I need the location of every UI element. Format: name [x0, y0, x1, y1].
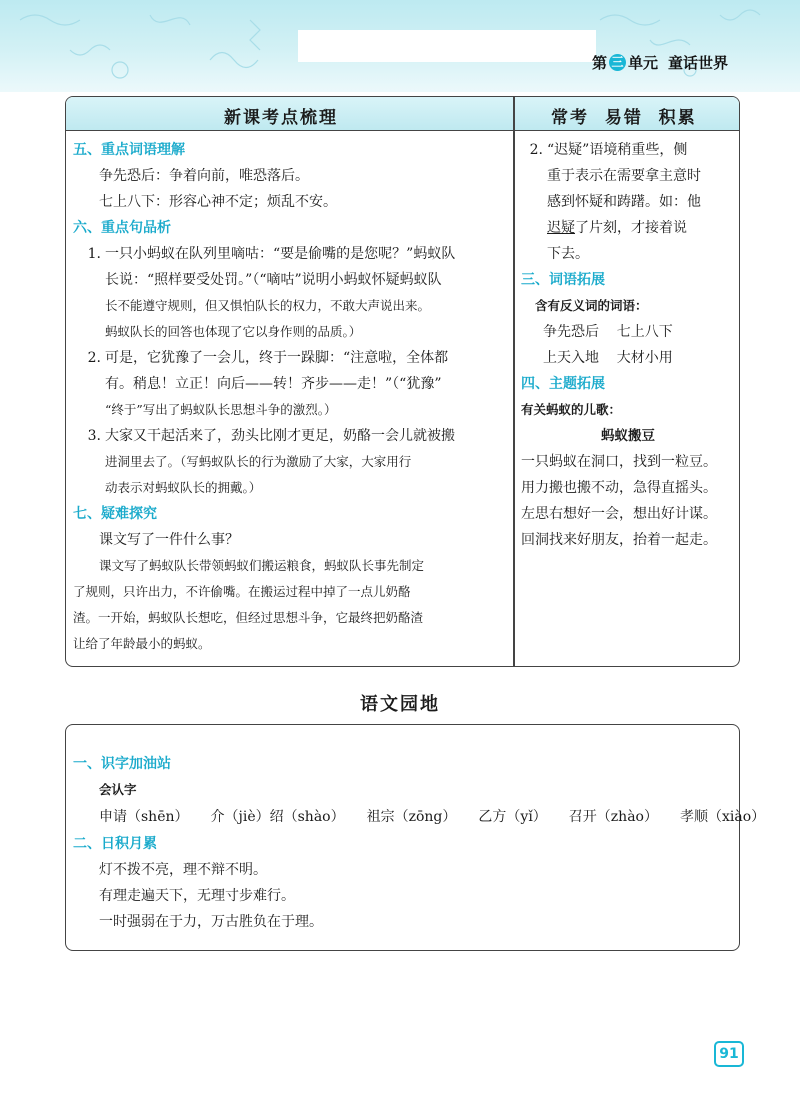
item-line	[547, 215, 735, 241]
answer-line: 了规则，只许出力，不许偷嘴。在搬运过程中掉了一点儿奶酪	[73, 584, 411, 599]
poem-line: 回洞找来好朋友，抬着一起走。	[521, 532, 717, 548]
banner-white-box	[298, 30, 596, 62]
saying-line: 有理走遍天下，无理寸步难行。	[99, 888, 295, 904]
saying-line: 灯不拨不亮，理不辩不明。	[99, 862, 267, 878]
section-heading-2: 二、日积月累	[73, 836, 157, 852]
item-line: 感到怀疑和踌躇。如：他	[547, 194, 701, 210]
section-title: 语文园地	[360, 694, 440, 715]
item-line: 长不能遵守规则，但又惧怕队长的权力，不敢大声说出来。	[105, 298, 431, 313]
unit-theme: 童话世界	[667, 54, 728, 72]
item-line: “终于”写出了蚂蚁队长思想斗争的激烈。）	[105, 402, 337, 417]
poem-line: 左思右想好一会，想出好计谋。	[521, 506, 717, 522]
right-column	[521, 137, 735, 553]
pinyin-item: 介（jiè）绍（shào）	[210, 809, 345, 825]
subheading: 会认字	[99, 782, 137, 797]
section-heading-4: 四、主题拓展	[521, 376, 605, 392]
header-banner	[0, 0, 800, 92]
item-line: “迟疑”语境稍重些，侧	[547, 142, 688, 158]
sentence-item-3	[73, 423, 507, 501]
language-garden-panel	[65, 724, 766, 951]
item-line: 蚂蚁队长的回答也体现了它以身作则的品质。）	[105, 324, 362, 339]
item-number: 2.	[529, 142, 543, 158]
poem-title: 蚂蚁搬豆	[601, 428, 655, 444]
sentence-item-1	[73, 241, 507, 345]
section-heading-5: 五、重点词语理解	[73, 142, 185, 158]
item-number: 3.	[87, 428, 101, 444]
column-divider	[513, 97, 515, 666]
subheading: 含有反义词的词语：	[535, 298, 648, 313]
item-line: 进洞里去了。（写蚂蚁队长的行为激励了大家，大家用行	[105, 454, 412, 469]
pinyin-item: 乙方（yǐ）	[478, 809, 547, 825]
poem-line: 用力搬也搬不动，急得直摇头。	[521, 480, 717, 496]
unit-label	[592, 52, 728, 73]
item-line: 下去。	[547, 246, 589, 262]
panel-header	[66, 97, 739, 131]
review-panel	[65, 96, 740, 667]
item-line: 重于表示在需要拿主意时	[547, 168, 701, 184]
item-line: 可是，它犹豫了一会儿，终于一跺脚：“注意啦，全体都	[105, 350, 449, 366]
word-pair-line: 上天入地 大材小用	[543, 350, 673, 366]
pinyin-item: 召开（zhào）	[568, 809, 658, 825]
unit-suffix: 单元	[627, 54, 658, 72]
left-heading: 新课考点梳理	[224, 108, 338, 128]
item-line: 大家又干起活来了，劲头比刚才更足，奶酪一会儿就被搬	[105, 428, 455, 444]
term-line: 争先恐后：争着向前，唯恐落后。	[99, 168, 309, 184]
section-heading-1: 一、识字加油站	[73, 756, 171, 772]
underlined-word: 迟疑	[547, 220, 575, 236]
item-number: 1.	[87, 246, 101, 262]
word-pair-line: 争先恐后 七上八下	[543, 324, 673, 340]
section-heading-3: 三、词语拓展	[521, 272, 605, 288]
page-number: 91	[714, 1041, 744, 1067]
section-heading-6: 六、重点句品析	[73, 220, 171, 236]
item-line-rest: 了片刻，才接着说	[575, 220, 687, 236]
item-number: 2.	[87, 350, 101, 366]
answer-line: 让给了年龄最小的蚂蚁。	[73, 636, 211, 651]
unit-number-badge: 三	[609, 54, 626, 71]
question-text: 课文写了一件什么事？	[99, 532, 239, 548]
unit-prefix: 第	[591, 54, 607, 72]
answer-line: 课文写了蚂蚁队长带领蚂蚁们搬运粮食，蚂蚁队长事先制定	[99, 558, 425, 573]
term-line: 七上八下：形容心神不定；烦乱不安。	[99, 194, 337, 210]
subheading: 有关蚂蚁的儿歌：	[521, 402, 622, 417]
item-line: 长说：“照样要受处罚。”（“嘀咕”说明小蚂蚁怀疑蚂蚁队	[105, 272, 442, 288]
item-line: 有。稍息！立正！向后——转！齐步——走！”（“犹豫”	[105, 376, 442, 392]
pinyin-item: 孝顺（xiào）	[679, 809, 766, 825]
pinyin-row	[73, 803, 766, 831]
section-heading-7: 七、疑难探究	[73, 506, 157, 522]
right-heading: 常考 易错 积累	[551, 108, 697, 128]
pinyin-item: 祖宗（zōng）	[366, 809, 457, 825]
item-line: 一只小蚂蚁在队列里嘀咕：“要是偷嘴的是您呢？”蚂蚁队	[105, 246, 456, 262]
item-line: 动表示对蚂蚁队长的拥戴。）	[105, 480, 262, 495]
answer-line: 渣。一开始，蚂蚁队长想吃，但经过思想斗争，它最终把奶酪渣	[73, 610, 424, 625]
left-column	[73, 137, 507, 657]
sentence-item-2	[73, 345, 507, 423]
poem-line: 一只蚂蚁在洞口，找到一粒豆。	[521, 454, 717, 470]
pinyin-item: 申请（shēn）	[99, 809, 189, 825]
saying-line: 一时强弱在于力，万古胜负在于理。	[99, 914, 323, 930]
right-item-2	[521, 137, 735, 267]
